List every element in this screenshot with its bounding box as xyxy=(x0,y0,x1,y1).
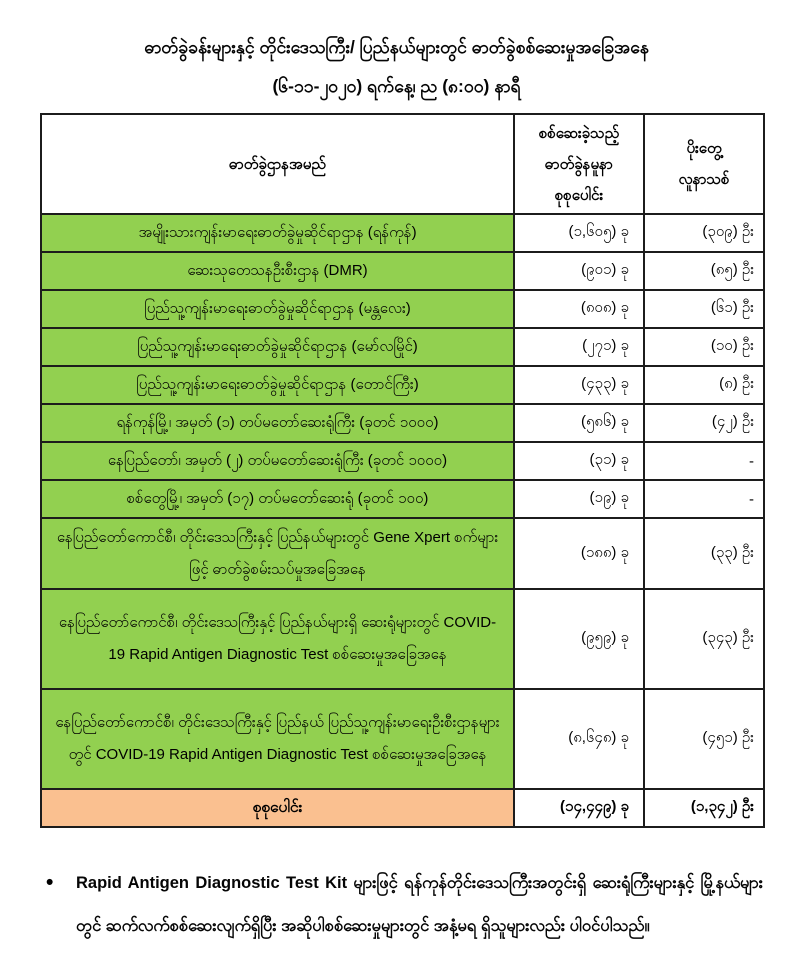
positive-cell: (၃၄၃) ဦး xyxy=(644,589,764,689)
tested-cell: (၂၇၁) ခု xyxy=(514,328,644,366)
tested-cell: (၉၀၁) ခု xyxy=(514,252,644,290)
footnote xyxy=(46,862,763,948)
bullet-icon: • xyxy=(46,871,54,894)
lab-name-cell: ရန်ကုန်မြို့၊ အမှတ် (၁) တပ်မတော်ဆေးရုံကြီး (ခုတင် ၁၀၀၀) xyxy=(41,404,514,442)
header-positives-line1: ပိုးတွေ့ xyxy=(686,140,722,157)
total-positive-cell: (၁,၃၄၂) ဦး xyxy=(644,789,764,827)
table-row xyxy=(41,442,764,480)
total-tested-cell: (၁၄,၄၄၉) ခု xyxy=(514,789,644,827)
tested-cell: (၅၈၆) ခု xyxy=(514,404,644,442)
lab-name-cell: ပြည်သူ့ကျန်းမာရေးဓာတ်ခွဲမှုဆိုင်ရာဌာန (တောင်ကြီး) xyxy=(41,366,514,404)
lab-testing-table xyxy=(40,113,765,828)
header-samples-tested xyxy=(514,114,644,214)
tested-cell: (၈၀၈) ခု xyxy=(514,290,644,328)
header-samples-line1: စစ်ဆေးခဲ့သည့် xyxy=(538,124,620,142)
header-samples-line2: ဓာတ်ခွဲနမူနာ xyxy=(545,155,613,173)
positive-cell: (၄၂) ဦး xyxy=(644,404,764,442)
table-header-row xyxy=(41,114,764,214)
page-title-line1: ဓာတ်ခွဲခန်းများနှင့် တိုင်းဒေသကြီး/ ပြည်နယ်များတွင် ဓာတ်ခွဲစစ်ဆေးမှုအခြေအနေ xyxy=(144,37,649,57)
positive-cell: - xyxy=(644,442,764,480)
report-title xyxy=(0,0,793,106)
positive-cell: (၆၁) ဦး xyxy=(644,290,764,328)
lab-name-cell: နေပြည်တော်၊ အမှတ် (၂) တပ်မတော်ဆေးရုံကြီး (ခုတင် ၁၀၀၀) xyxy=(41,442,514,480)
lab-name-cell: စစ်တွေမြို့၊ အမှတ် (၁၇) တပ်မတော်ဆေးရုံ (ခုတင် ၁၀၀) xyxy=(41,480,514,518)
positive-cell: (၄၅၁) ဦး xyxy=(644,689,764,789)
table-row xyxy=(41,589,764,689)
tested-cell: (၁,၆၀၅) ခု xyxy=(514,214,644,252)
lab-name-cell: ပြည်သူ့ကျန်းမာရေးဓာတ်ခွဲမှုဆိုင်ရာဌာန (မန္တလေး) xyxy=(41,290,514,328)
footnote-text: Rapid Antigen Diagnostic Test Kit များဖြင့် ရန်ကုန်တိုင်းဒေသကြီးအတွင်းရှိ ဆေးရုံကြီးများနှင့် မြို့နယ်များတွင် ဆက်လက်စစ်ဆေးလျက်ရှိပြီး အဆိုပါစစ်ဆေးမှုများတွင် အနံ့မရ ရှိသူများလည်း ပါဝင်ပါသည်။ xyxy=(76,874,763,935)
lab-name-cell: ပြည်သူ့ကျန်းမာရေးဓာတ်ခွဲမှုဆိုင်ရာဌာန (မော်လမြိုင်) xyxy=(41,328,514,366)
table-row xyxy=(41,518,764,589)
table-row xyxy=(41,689,764,789)
positive-cell: (၃၀၉) ဦး xyxy=(644,214,764,252)
header-lab-name: ဓာတ်ခွဲဌာနအမည် xyxy=(41,114,514,214)
table-row xyxy=(41,290,764,328)
header-samples-line3: စုစုပေါင်း xyxy=(554,186,604,204)
header-new-positives xyxy=(644,114,764,214)
table-row xyxy=(41,404,764,442)
table-row xyxy=(41,252,764,290)
tested-cell: (၃၁) ခု xyxy=(514,442,644,480)
table-row xyxy=(41,328,764,366)
total-label-cell: စုစုပေါင်း xyxy=(41,789,514,827)
positive-cell: (၈) ဦး xyxy=(644,366,764,404)
table-row xyxy=(41,366,764,404)
tested-cell: (၈,၆၄၈) ခု xyxy=(514,689,644,789)
lab-name-cell: ဆေးသုတေသနဦးစီးဌာန (DMR) xyxy=(41,252,514,290)
page-title-line2: (၆-၁၁-၂၀၂၀) ရက်နေ့၊ ည (၈:၀၀) နာရီ xyxy=(272,76,521,96)
positive-cell: (၃၃) ဦး xyxy=(644,518,764,589)
positive-cell: (၁၀) ဦး xyxy=(644,328,764,366)
lab-name-cell: နေပြည်တော်ကောင်စီ၊ တိုင်းဒေသကြီးနှင့် ပြည်နယ်များရှိ ဆေးရုံများတွင် COVID-19 Rapid Antigen Diagnostic Test စစ်ဆေးမှုအခြေအနေ xyxy=(41,589,514,689)
table-row xyxy=(41,480,764,518)
lab-name-cell: နေပြည်တော်ကောင်စီ၊ တိုင်းဒေသကြီးနှင့် ပြည်နယ် ပြည်သူ့ကျန်းမာရေးဦးစီးဌာနများတွင် COVID-19 Rapid Antigen Diagnostic Test စစ်ဆေးမှုအခြေအနေ xyxy=(41,689,514,789)
lab-name-cell: နေပြည်တော်ကောင်စီ၊ တိုင်းဒေသကြီးနှင့် ပြည်နယ်များတွင် Gene Xpert စက်များဖြင့် ဓာတ်ခွဲစမ်းသပ်မှုအခြေအနေ xyxy=(41,518,514,589)
total-row xyxy=(41,789,764,827)
positive-cell: - xyxy=(644,480,764,518)
tested-cell: (၁၈၈) ခု xyxy=(514,518,644,589)
tested-cell: (၁၉) ခု xyxy=(514,480,644,518)
tested-cell: (၄၃၃) ခု xyxy=(514,366,644,404)
table-row xyxy=(41,214,764,252)
positive-cell: (၈၅) ဦး xyxy=(644,252,764,290)
header-positives-line2: လူနာသစ် xyxy=(678,171,730,188)
lab-name-cell: အမျိုးသားကျန်းမာရေးဓာတ်ခွဲမှုဆိုင်ရာဌာန (ရန်ကုန်) xyxy=(41,214,514,252)
tested-cell: (၉၅၉) ခု xyxy=(514,589,644,689)
